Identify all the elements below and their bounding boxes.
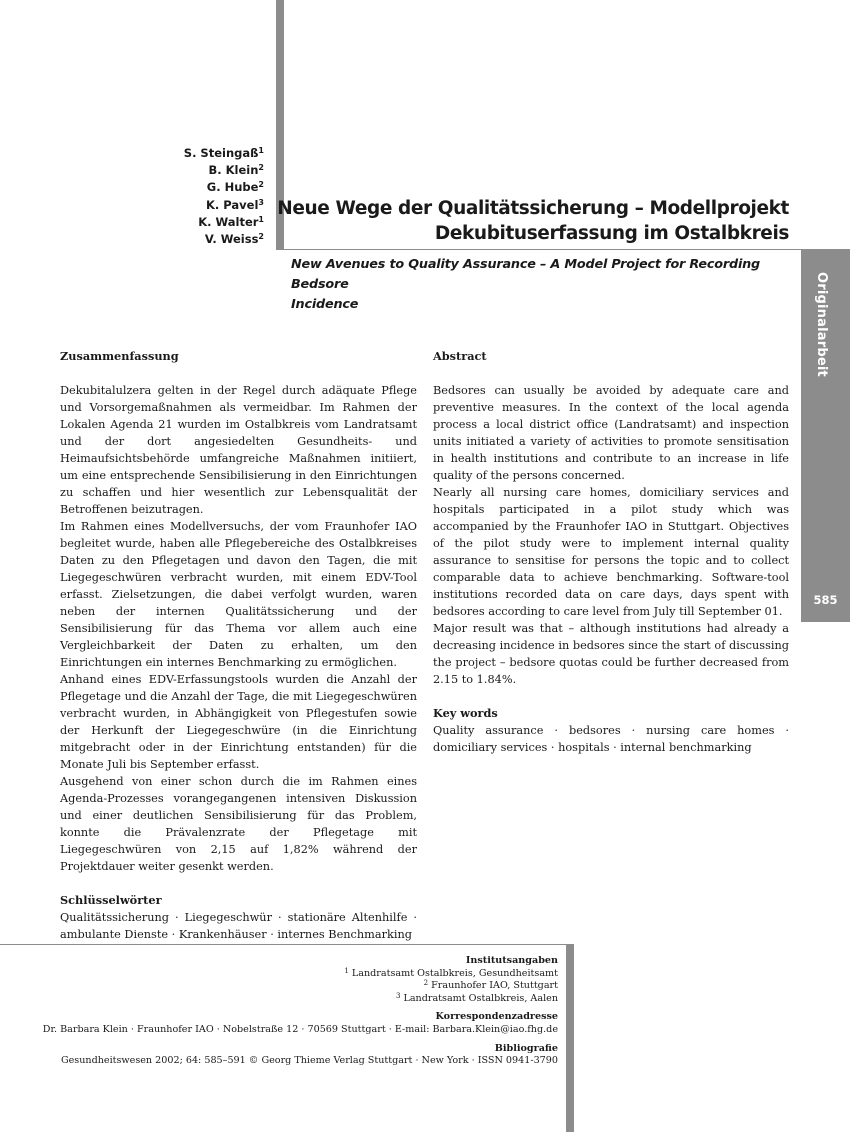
author: B. Klein$^2$ <box>208 163 264 178</box>
footer-rule <box>0 944 574 945</box>
subtitle-line: Incidence <box>291 297 359 312</box>
article-subtitle <box>291 255 771 315</box>
side-tab <box>801 250 850 622</box>
german-abstract-column <box>60 348 417 943</box>
german-keywords: Qualitätssicherung · Liegegeschwür · stationäre Altenhilfe · ambulante Dienste · Krankenhäuser · internes Benchmarking <box>60 911 417 941</box>
page-number: 585 <box>813 593 838 607</box>
institution-line: $^1$ Landratsamt Ostalbkreis, Gesundheitsamt <box>344 966 558 979</box>
correspondence-address: Dr. Barbara Klein · Fraunhofer IAO · Nobelstraße 12 · 70569 Stuttgart · E-mail: Barbara.Klein@iao.fhg.de <box>42 1023 558 1035</box>
english-abstract-column <box>433 348 789 756</box>
author: K. Pavel$^3$ <box>206 197 264 212</box>
correspondence-heading: Korrespondenzadresse <box>435 1011 558 1023</box>
german-paragraph: Im Rahmen eines Modellversuchs, der vom Fraunhofer IAO begleitet wurde, haben alle Pflegebereiche des Ostalbkreises Daten zu den Pflegetagen und davon den Tagen, die mit Liegegeschwüren verbracht wurden, mit einem EDV-Tool erfasst. Zielsetzungen, die dabei verfolgt wurden, waren neben der internen Qualitätssicherung und der Sensibilisierung für das Thema vor allem auch eine Vergleichbarkeit der Daten zu erhalten, um den Einrichtungen ein internes Benchmarking zu ermöglichen. <box>60 520 417 669</box>
subtitle-line: New Avenues to Quality Assurance – A Model Project for Recording Bedsore <box>291 257 761 292</box>
author: K. Walter$^1$ <box>198 214 264 229</box>
english-abstract-heading: Abstract <box>433 349 487 363</box>
title-line: Neue Wege der Qualitätssicherung – Modellprojekt <box>277 198 789 219</box>
institutions-heading: Institutsangaben <box>465 955 558 966</box>
bibliography-block <box>38 1043 558 1068</box>
german-paragraph: Anhand eines EDV-Erfassungstools wurden die Anzahl der Pflegetage und die Anzahl der Tage, die mit Liegegeschwüren verbracht wurden, in Abhängigkeit von Pflegestufen sowie der Herkunft der Liegegeschwüre (in die Einrichtung mitgebracht oder in der Einrichtung entstanden) für die Monate Juli bis September erfasst. <box>60 673 417 771</box>
author: G. Hube$^2$ <box>206 180 264 195</box>
title-line: Dekubituserfassung im Ostalbkreis <box>434 223 789 244</box>
institution-line: $^3$ Landratsamt Ostalbkreis, Aalen <box>395 991 558 1004</box>
author-list <box>184 145 264 248</box>
bibliography-heading: Bibliografie <box>494 1042 558 1054</box>
correspondence-block <box>38 1011 558 1036</box>
english-keywords: Quality assurance · bedsores · nursing care homes · domiciliary services · hospitals · internal benchmarking <box>433 724 789 754</box>
author: S. Steingaß$^1$ <box>183 146 264 160</box>
institutions-block <box>38 955 558 1005</box>
article-type-label: Originalarbeit <box>814 272 829 377</box>
german-paragraph: Ausgehend von einer schon durch die im Rahmen eines Agenda-Prozesses vorangegangenen intensiven Diskussion und einer deutlichen Sensibilisierung für das Problem, konnte die Prävalenzrate der Pflegetage mit Liegegeschwüren von 2,15 auf 1,82% während der Projektdauer weiter gesenkt werden. <box>60 775 417 873</box>
english-keywords-heading: Key words <box>433 706 498 720</box>
german-abstract-heading: Zusammenfassung <box>60 349 179 363</box>
institution-line: $^2$ Fraunhofer IAO, Stuttgart <box>423 979 558 992</box>
bibliography-citation: Gesundheitswesen 2002; 64: 585–591 © Georg Thieme Verlag Stuttgart · New York · ISSN 0941-3790 <box>60 1055 558 1067</box>
english-paragraph: Nearly all nursing care homes, domiciliary services and hospitals participated in a pilot study which was accompanied by the Fraunhofer IAO in Stuttgart. Objectives of the pilot study were to implement internal quality assurance to sensitise for persons the topic and to collect comparable data to achieve benchmarking. Software-tool institutions recorded data on care days, days spent with bedsores according to care level from July till September 01. <box>433 486 789 618</box>
footer-info <box>38 955 558 1074</box>
bottom-vertical-bar <box>566 944 574 1132</box>
article-title <box>277 196 789 246</box>
english-paragraph: Major result was that – although institutions had already a decreasing incidence in bedsores since the start of discussing the project – bedsore quotas could be further decreased from 2.15 to 1.84%. <box>433 622 789 686</box>
author: V. Weiss$^2$ <box>204 232 264 247</box>
english-paragraph: Bedsores can usually be avoided by adequate care and preventive measures. In the context of the local agenda process a local district office (Landratsamt) and inspection units initiated a variety of activities to promote sensitisation in health institutions and contribute to an increase in life quality of the persons concerned. <box>433 384 789 482</box>
header-rule <box>276 249 850 250</box>
german-paragraph: Dekubitalulzera gelten in der Regel durch adäquate Pflege und Vorsorgemaßnahmen als vermeidbar. Im Rahmen der Lokalen Agenda 21 wurden im Ostalbkreis vom Landratsamt und der dort angesiedelten Gesundheits- und Heimaufsichtsbehörde umfangreiche Maßnahmen initiiert, um eine entsprechende Sensibilisierung in den Einrichtungen zu schaffen und hier wesentlich zur Lebensqualität der Betroffenen beizutragen. <box>60 384 417 516</box>
german-keywords-heading: Schlüsselwörter <box>60 893 162 907</box>
